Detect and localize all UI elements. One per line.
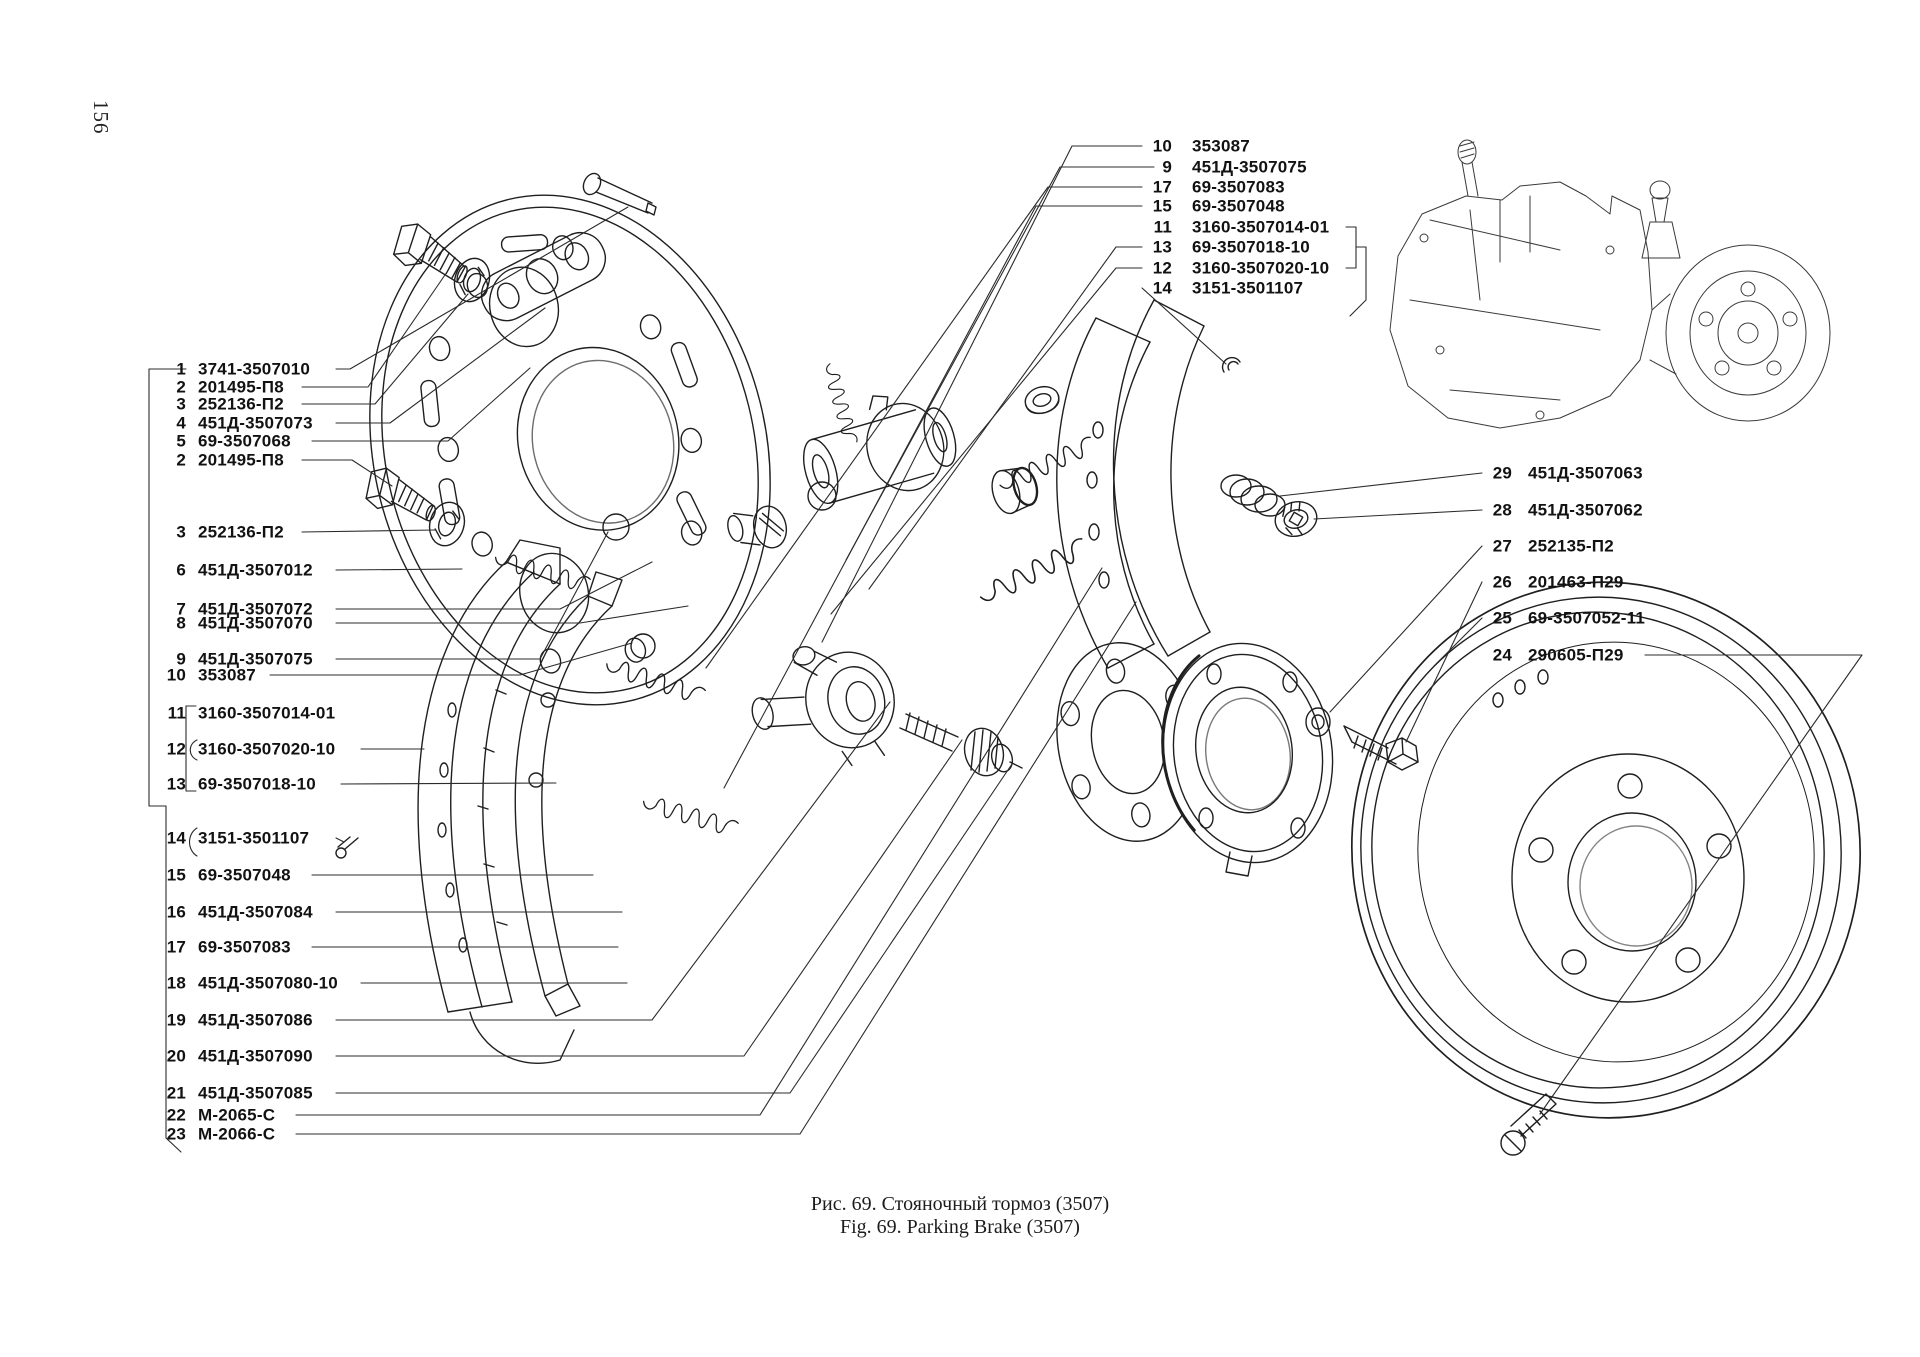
part-number: 2 bbox=[176, 450, 186, 470]
part-row bbox=[146, 939, 291, 956]
part-row bbox=[1128, 138, 1250, 155]
part-code: 252135-П2 bbox=[1528, 536, 1614, 556]
expander-housing bbox=[740, 628, 909, 786]
part-number: 6 bbox=[176, 560, 186, 580]
part-number: 20 bbox=[166, 1046, 186, 1066]
part-code: 3160-3507020-10 bbox=[1192, 258, 1330, 278]
part-row bbox=[146, 667, 256, 684]
part-number: 15 bbox=[166, 865, 186, 885]
part-row bbox=[146, 396, 284, 413]
part-code: 69-3507068 bbox=[198, 431, 291, 451]
part-number: 24 bbox=[1492, 645, 1512, 665]
part-row bbox=[1468, 647, 1624, 664]
part-code: 201495-П8 bbox=[198, 450, 284, 470]
part-number: 13 bbox=[1152, 237, 1172, 257]
part-code: 451Д-3507072 bbox=[198, 599, 313, 619]
part-row bbox=[1128, 179, 1285, 196]
part-code: 3160-3507014-01 bbox=[1192, 217, 1330, 237]
part-code: 3160-3507020-10 bbox=[198, 739, 336, 759]
part-code: 69-3507083 bbox=[198, 937, 291, 957]
part-code: 201495-П8 bbox=[198, 377, 284, 397]
slotted-support bbox=[725, 502, 791, 558]
part-code: 353087 bbox=[1192, 136, 1250, 156]
part-number: 25 bbox=[1492, 608, 1512, 628]
part-number: 7 bbox=[176, 599, 186, 619]
part-number: 13 bbox=[166, 774, 186, 794]
part-number: 17 bbox=[166, 937, 186, 957]
part-row bbox=[146, 433, 291, 450]
part-row bbox=[1128, 280, 1303, 297]
part-row bbox=[146, 452, 284, 469]
part-number: 10 bbox=[166, 665, 186, 685]
part-number: 9 bbox=[176, 649, 186, 669]
anchor-pin bbox=[580, 171, 656, 215]
part-number: 16 bbox=[166, 902, 186, 922]
assembly-bracket-left bbox=[149, 369, 186, 1152]
part-code: 451Д-3507012 bbox=[198, 560, 313, 580]
part-number: 3 bbox=[176, 522, 186, 542]
page-number: 156 bbox=[89, 100, 113, 135]
brake-shoes-right bbox=[1057, 300, 1210, 668]
part-row bbox=[146, 904, 313, 921]
part-row bbox=[146, 1012, 313, 1029]
part-code: 353087 bbox=[198, 665, 256, 685]
wheel-cylinder bbox=[790, 378, 965, 518]
backing-plate bbox=[317, 152, 822, 748]
part-number: 12 bbox=[166, 739, 186, 759]
transfer-case-sketch bbox=[1390, 140, 1830, 428]
part-code: 3151-3501107 bbox=[1192, 278, 1304, 298]
part-code: 451Д-3507085 bbox=[198, 1083, 313, 1103]
part-number: 29 bbox=[1492, 463, 1512, 483]
part-number: 14 bbox=[166, 828, 186, 848]
part-code: 69-3507018-10 bbox=[198, 774, 316, 794]
part-code: 451Д-3507063 bbox=[1528, 463, 1643, 483]
cup-spring bbox=[1221, 475, 1285, 516]
part-row bbox=[146, 524, 284, 541]
part-code: 69-3507018-10 bbox=[1192, 237, 1310, 257]
protective-cap bbox=[1022, 383, 1062, 417]
part-number: 5 bbox=[176, 431, 186, 451]
part-number: 15 bbox=[1152, 196, 1172, 216]
part-number: 12 bbox=[1152, 258, 1172, 278]
part-number: 1 bbox=[176, 359, 186, 379]
shoe-retainer-clip bbox=[1223, 358, 1240, 372]
part-row bbox=[146, 1048, 313, 1065]
part-code: 451Д-3507080-10 bbox=[198, 973, 338, 993]
part-row bbox=[1128, 260, 1329, 277]
part-number: 14 bbox=[1152, 278, 1172, 298]
part-code: 3741-3507010 bbox=[198, 359, 311, 379]
part-code: 69-3507083 bbox=[1192, 177, 1285, 197]
part-row bbox=[146, 615, 313, 632]
part-row bbox=[146, 379, 284, 396]
part-code: М-2066-С bbox=[198, 1124, 276, 1144]
dust-shield bbox=[1150, 632, 1347, 876]
part-code: 290605-П29 bbox=[1528, 645, 1624, 665]
part-number: 9 bbox=[1162, 157, 1172, 177]
part-code: 451Д-3507086 bbox=[198, 1010, 313, 1030]
part-number: 28 bbox=[1492, 500, 1512, 520]
part-code: 451Д-3507090 bbox=[198, 1046, 313, 1066]
part-row bbox=[146, 1085, 313, 1102]
part-row bbox=[146, 415, 313, 432]
part-code: М-2065-С bbox=[198, 1105, 276, 1125]
part-number: 4 bbox=[176, 413, 186, 433]
part-number: 10 bbox=[1152, 136, 1172, 156]
part-code: 451Д-3507084 bbox=[198, 902, 313, 922]
part-number: 2 bbox=[176, 377, 186, 397]
figure-caption-en: Fig. 69. Parking Brake (3507) bbox=[840, 1216, 1080, 1238]
part-row bbox=[1128, 198, 1285, 215]
part-code: 451Д-3507070 bbox=[198, 613, 313, 633]
part-row bbox=[1468, 465, 1643, 482]
part-code: 69-3507052-11 bbox=[1528, 608, 1645, 628]
brake-shoe-left bbox=[418, 540, 622, 1063]
part-code: 201463-П29 bbox=[1528, 572, 1624, 592]
part-row bbox=[1468, 610, 1645, 627]
part-row bbox=[1468, 574, 1624, 591]
figure-caption-ru: Рис. 69. Стояночный тормоз (3507) bbox=[810, 1193, 1110, 1215]
knurled-cap bbox=[1271, 497, 1320, 541]
part-code: 69-3507048 bbox=[198, 865, 291, 885]
part-row bbox=[146, 975, 338, 992]
shield-bolt bbox=[1344, 726, 1418, 770]
part-code: 451Д-3507073 bbox=[198, 413, 313, 433]
part-number: 26 bbox=[1492, 572, 1512, 592]
part-number: 18 bbox=[166, 973, 186, 993]
part-row bbox=[1468, 538, 1614, 555]
part-row bbox=[1128, 239, 1310, 256]
part-code: 3151-3501107 bbox=[198, 828, 310, 848]
part-row bbox=[146, 1107, 275, 1124]
part-row bbox=[146, 741, 335, 758]
part-code: 252136-П2 bbox=[198, 522, 284, 542]
part-number: 21 bbox=[166, 1083, 186, 1103]
part-row bbox=[146, 776, 316, 793]
part-number: 19 bbox=[166, 1010, 186, 1030]
part-row bbox=[146, 1126, 275, 1143]
part-number: 27 bbox=[1492, 536, 1512, 556]
part-code: 252136-П2 bbox=[198, 394, 284, 414]
part-row bbox=[146, 562, 313, 579]
part-code: 451Д-3507075 bbox=[1192, 157, 1307, 177]
part-row bbox=[1128, 219, 1329, 236]
part-number: 3 bbox=[176, 394, 186, 414]
part-number: 11 bbox=[167, 703, 186, 723]
part-row bbox=[146, 867, 291, 884]
part-row bbox=[146, 830, 309, 847]
part-number: 17 bbox=[1152, 177, 1172, 197]
part-code: 3160-3507014-01 bbox=[198, 703, 336, 723]
part-row bbox=[1128, 159, 1307, 176]
part-number: 11 bbox=[1153, 217, 1172, 237]
ball-detail bbox=[631, 634, 655, 658]
part-number: 23 bbox=[166, 1124, 186, 1144]
part-code: 451Д-3507062 bbox=[1528, 500, 1643, 520]
adjuster-screw bbox=[900, 713, 1022, 780]
part-code: 451Д-3507075 bbox=[198, 649, 313, 669]
part-number: 22 bbox=[166, 1105, 186, 1125]
part-row bbox=[146, 705, 335, 722]
part-code: 69-3507048 bbox=[1192, 196, 1285, 216]
part-number: 8 bbox=[176, 613, 186, 633]
part-row bbox=[1468, 502, 1643, 519]
group-bracket-top bbox=[1346, 227, 1356, 268]
part-row bbox=[146, 361, 310, 378]
